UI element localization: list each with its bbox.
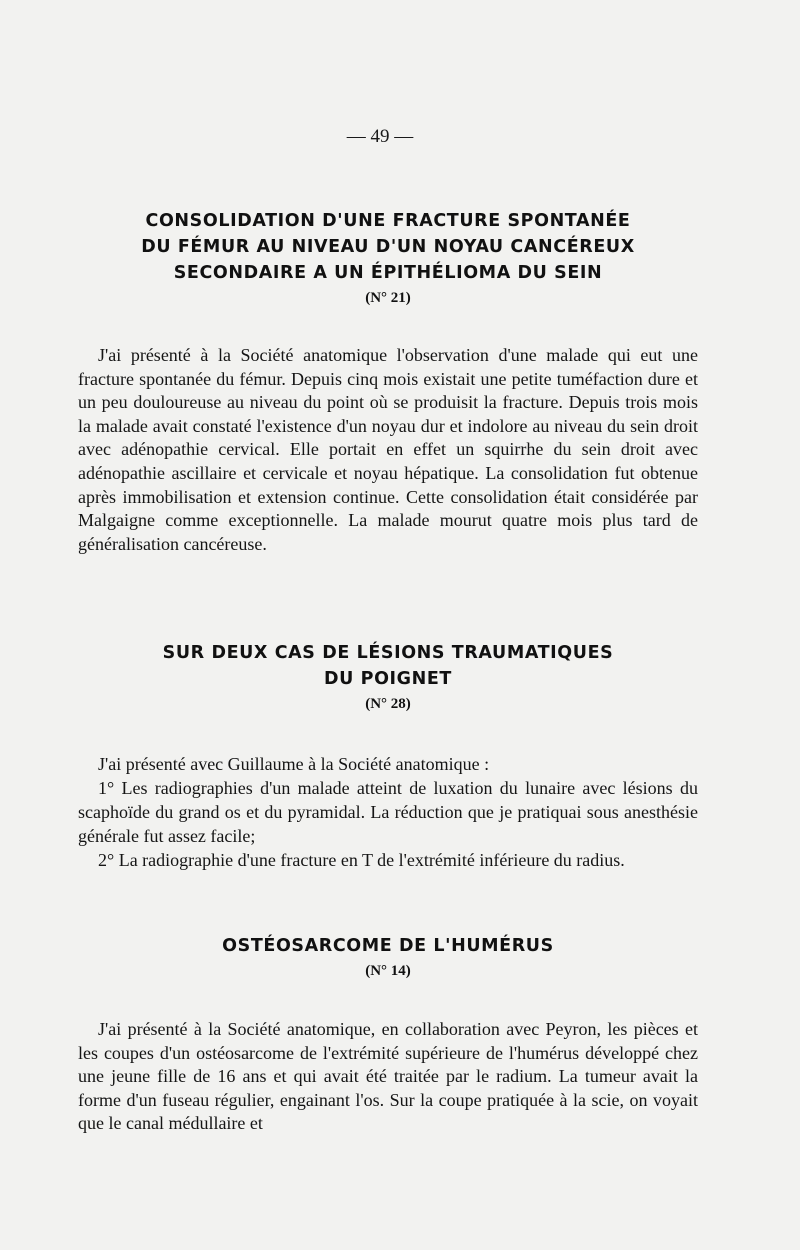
section-body xyxy=(78,752,698,872)
heading-line: SECONDAIRE A UN ÉPITHÉLIOMA DU SEIN xyxy=(173,263,603,283)
heading-line: SUR DEUX CAS DE LÉSIONS TRAUMATIQUES xyxy=(162,643,614,663)
heading-line: OSTÉOSARCOME DE L'HUMÉRUS xyxy=(222,936,554,956)
publication-number: (N° 28) xyxy=(365,696,411,712)
heading-line: DU FÉMUR AU NIVEAU D'UN NOYAU CANCÉREUX xyxy=(141,237,635,257)
heading-line: CONSOLIDATION D'UNE FRACTURE SPONTANÉE xyxy=(145,211,631,231)
section-lesions-traumatiques xyxy=(78,640,698,713)
paragraph: J'ai présenté à la Société anatomique, en collaboration avec Peyron, les pièces et les coupes d'un ostéosarcome de l'extrémité supérieure de l'humérus développé chez une jeune fille de 16 ans et qui avait été traitée par le radium. La tumeur avait la forme d'un fuseau régulier, engainant l'os. Sur la coupe pratiquée à la scie, on voyait que le canal médullaire et xyxy=(78,1019,698,1134)
publication-number: (N° 21) xyxy=(365,290,411,306)
section-heading xyxy=(78,933,698,959)
section-consolidation-fracture xyxy=(78,208,698,307)
section-osteosarcome xyxy=(78,933,698,980)
list-item: 2° La radiographie d'une fracture en T de l'extrémité inférieure du radius. xyxy=(98,850,625,870)
heading-line: DU POIGNET xyxy=(324,669,452,689)
section-body xyxy=(78,1018,698,1136)
section-heading xyxy=(78,640,698,692)
paragraph: J'ai présenté à la Société anatomique l'observation d'une malade qui eut une fracture spontanée du fémur. Depuis cinq mois existait une petite tuméfaction dure et un peu douloureuse au niveau du point où se produisit la fracture. Depuis trois mois la malade avait constaté l'existence d'un noyau dur et indolore au niveau du sein droit avec adénopathie cervical. Elle portait en effet un squirrhe du sein droit avec adénopathie ascillaire et cervicale et noyau hépatique. La consolidation fut obtenue après immobilisation et extension continue. Cette consolidation était considérée par Malgaigne comme exceptionnelle. La malade mourut quatre mois plus tard de généralisation cancéreuse. xyxy=(78,345,698,554)
publication-number: (N° 14) xyxy=(365,963,411,979)
section-body xyxy=(78,344,698,556)
section-heading xyxy=(78,208,698,286)
page-number: — 49 — xyxy=(346,126,414,147)
list-item: 1° Les radiographies d'un malade atteint de luxation du lunaire avec lésions du scaphoïde du grand os et du pyramidal. La réduction que je pratiquai sous anesthésie générale fut assez facile; xyxy=(78,778,698,846)
intro-paragraph: J'ai présenté avec Guillaume à la Société anatomique : xyxy=(98,754,490,774)
